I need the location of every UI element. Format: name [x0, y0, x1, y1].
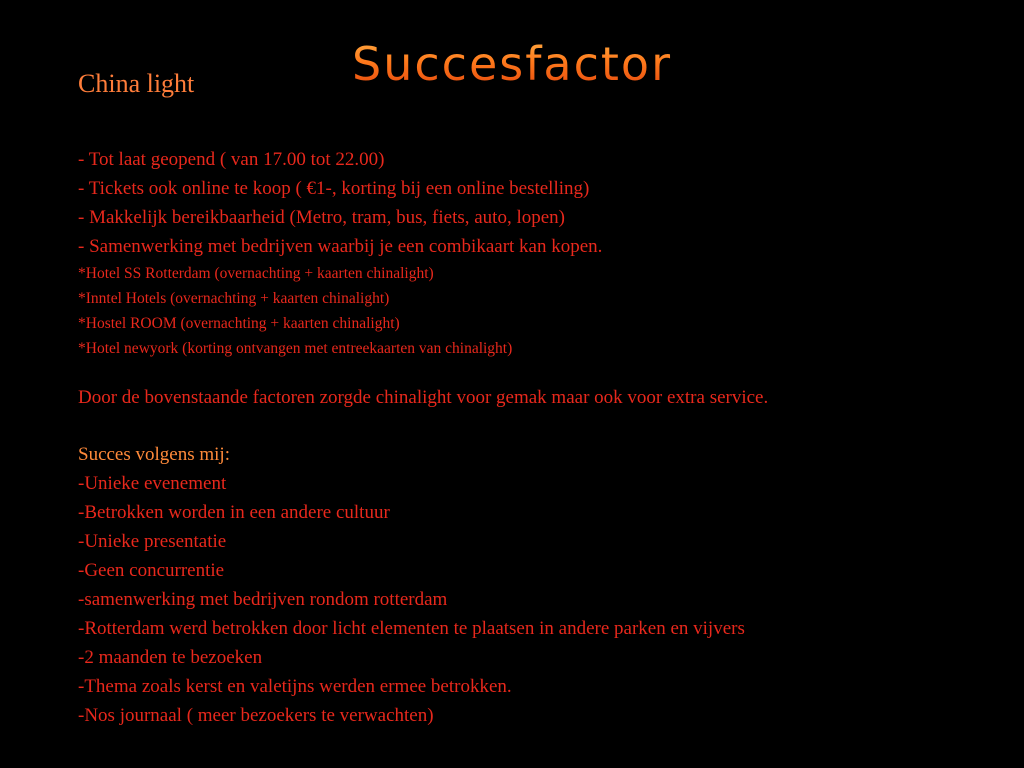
success-item: -Betrokken worden in een andere cultuur [78, 502, 390, 523]
success-list [78, 469, 978, 730]
success-item: -Rotterdam werd betrokken door licht elementen te plaatsen in andere parken en vijvers [78, 618, 745, 639]
factor-item: - Samenwerking met bedrijven waarbij je een combikaart kan kopen. [78, 236, 603, 257]
slide-body [78, 145, 978, 730]
success-item: -Geen concurrentie [78, 560, 225, 581]
success-item: -2 maanden te bezoeken [78, 647, 263, 668]
factor-item: - Tickets ook online te koop ( €1-, korting bij een online bestelling) [78, 178, 590, 199]
success-item: -Unieke evenement [78, 473, 227, 494]
factor-item: - Makkelijk bereikbaarheid (Metro, tram, bus, fiets, auto, lopen) [78, 207, 565, 228]
success-item: -Nos journaal ( meer bezoekers te verwachten) [78, 705, 434, 726]
spacer [78, 412, 978, 440]
partner-item: *Hostel ROOM (overnachting + kaarten chinalight) [78, 315, 400, 332]
success-heading: Succes volgens mij: [78, 444, 230, 465]
slide-subtitle: China light [78, 69, 195, 98]
partner-item: *Hotel SS Rotterdam (overnachting + kaarten chinalight) [78, 265, 434, 282]
partner-item: *Inntel Hotels (overnachting + kaarten chinalight) [78, 290, 390, 307]
factor-item: - Tot laat geopend ( van 17.00 tot 22.00) [78, 149, 385, 170]
success-item: -Unieke presentatie [78, 531, 227, 552]
factor-list [78, 145, 978, 261]
success-item: -samenwerking met bedrijven rondom rotterdam [78, 589, 448, 610]
success-item: -Thema zoals kerst en valetijns werden ermee betrokken. [78, 676, 512, 697]
partner-list [78, 261, 978, 361]
partner-item: *Hotel newyork (korting ontvangen met entreekaarten van chinalight) [78, 340, 513, 357]
spacer [78, 361, 978, 383]
slide-title: Succesfactor [0, 34, 1024, 94]
conclusion-text: Door de bovenstaande factoren zorgde chinalight voor gemak maar ook voor extra service. [78, 387, 769, 408]
